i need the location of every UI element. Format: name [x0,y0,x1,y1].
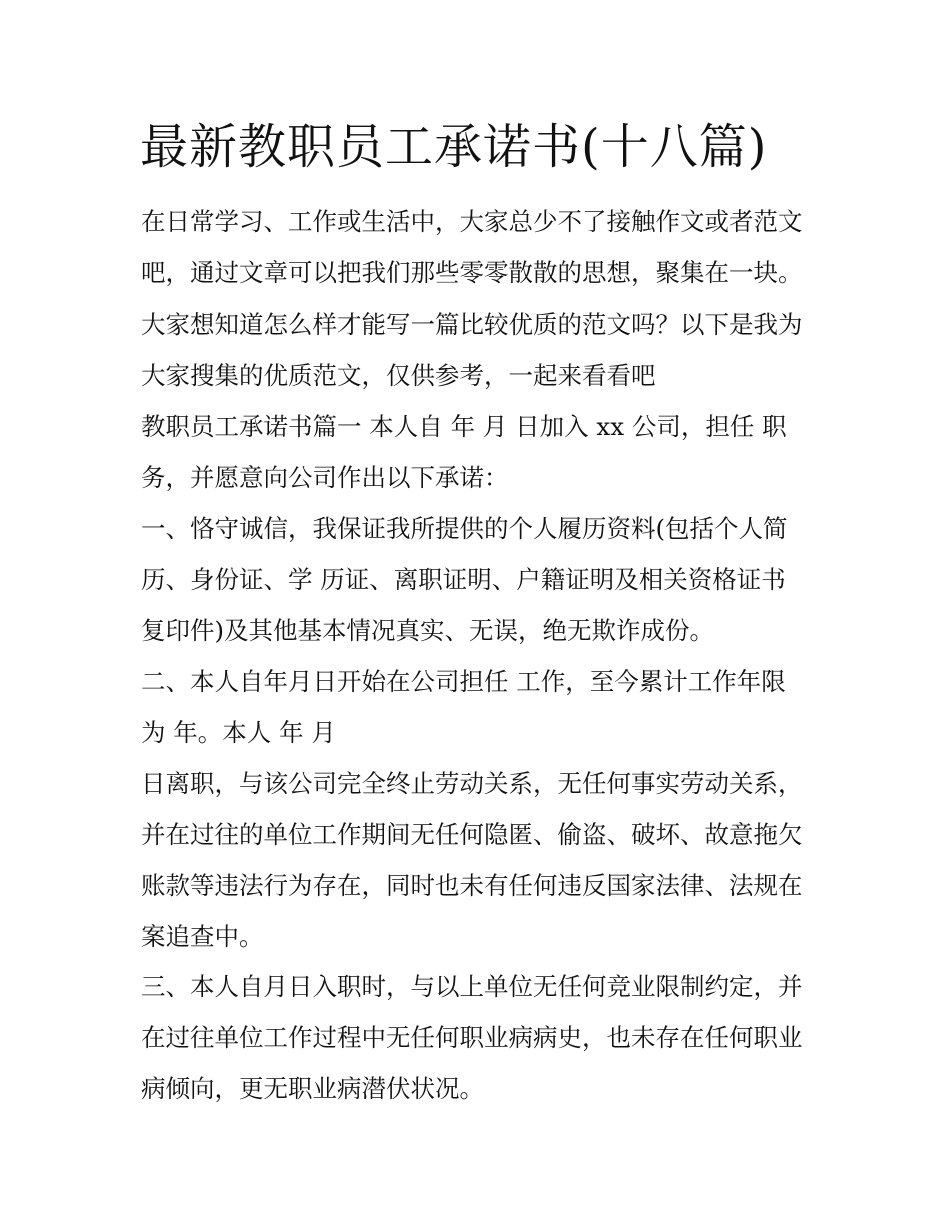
body-line: 教职员工承诺书篇一 本人自 年 月 日加入 xx 公司，担任 职 [141,412,787,441]
body-line: 为 年。本人 年 月 [141,718,336,747]
body-line: 大家搜集的优质范文，仅供参考，一起来看看吧 [141,361,656,390]
document-title: 最新教职员工承诺书(十八篇) [140,119,768,175]
body-line: 账款等违法行为存在，同时也未有任何违反国家法律、法规在 [141,871,803,900]
body-line: 复印件)及其他基本情况真实、无误，绝无欺诈成份。 [141,616,715,645]
body-line: 二、本人自年月日开始在公司担任 工作，至今累计工作年限 [141,667,786,696]
body-line: 日离职，与该公司完全终止劳动关系，无任何事实劳动关系， [141,769,803,798]
body-line: 案追查中。 [141,922,264,951]
body-line: 历、身份证、学 历证、离职证明、户籍证明及相关资格证书 [141,565,786,594]
body-line: 在过往单位工作过程中无任何职业病病史，也未存在任何职业 [141,1023,803,1052]
body-line: 病倾向，更无职业病潜伏状况。 [141,1074,484,1103]
body-line: 吧，通过文章可以把我们那些零零散散的思想，聚集在一块。 [141,258,803,287]
body-line: 大家想知道怎么样才能写一篇比较优质的范文吗？以下是我为 [141,310,803,339]
body-line: 并在过往的单位工作期间无任何隐匿、偷盗、破坏、故意拖欠 [141,820,803,849]
body-line: 务，并愿意向公司作出以下承诺： [141,463,509,492]
body-line: 三、本人自月日入职时，与以上单位无任何竞业限制约定，并 [141,972,803,1001]
body-line: 在日常学习、工作或生活中，大家总少不了接触作文或者范文 [141,207,803,236]
body-line: 一、恪守诚信，我保证我所提供的个人履历资料(包括个人简 [141,514,788,543]
